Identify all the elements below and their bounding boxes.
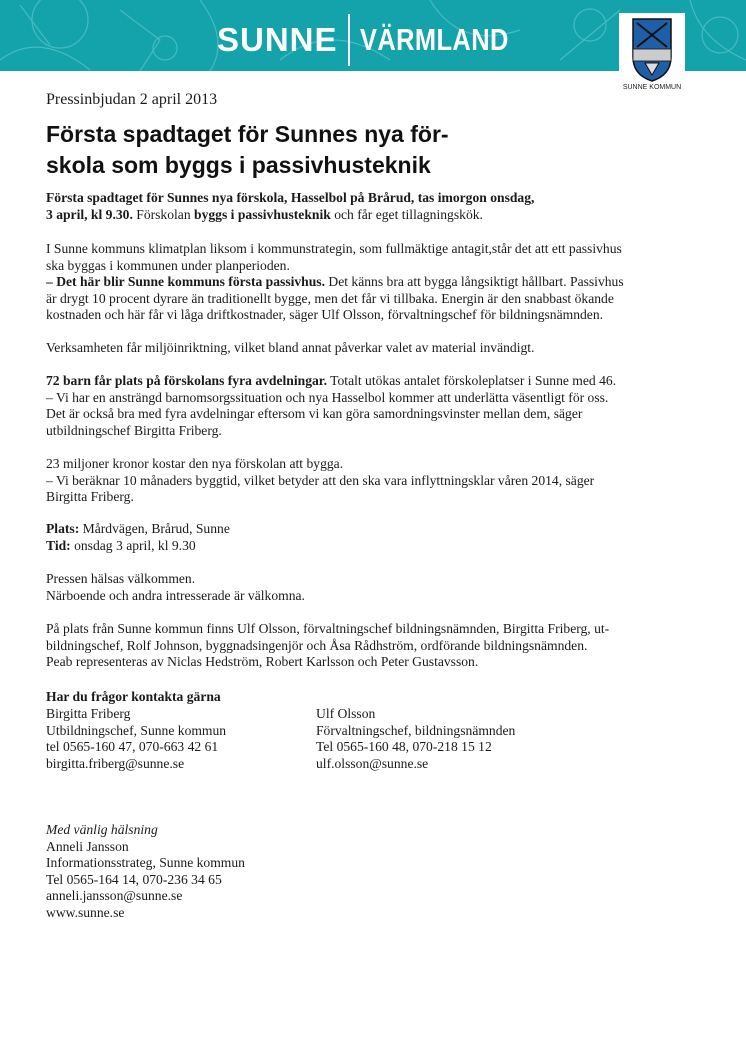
bold-text: Första spadtaget för Sunnes nya förskola, Hasselbol på Brårud, tas imorgon onsdag, — [46, 190, 535, 205]
text-segment: Förskolan — [132, 206, 195, 222]
contact-role: Utbildningschef, Sunne kommun — [46, 722, 227, 738]
bold-text: byggs i passivhusteknik — [194, 206, 331, 222]
signature — [46, 822, 245, 921]
signature-website[interactable]: www.sunne.se — [46, 904, 125, 920]
bold-text: Plats: — [46, 521, 80, 536]
contact-email[interactable]: birgitta.friberg@sunne.se — [46, 755, 185, 771]
paragraph — [46, 456, 594, 506]
bold-text: Tid: — [46, 537, 71, 553]
paragraph — [46, 340, 534, 357]
paragraph — [46, 521, 230, 554]
brand-sunne: SUNNE — [217, 21, 338, 58]
contact-name: Ulf Olsson — [316, 706, 376, 721]
title-line: skola som byggs i passivhusteknik — [46, 152, 431, 178]
text-line — [46, 538, 230, 555]
text-line — [46, 521, 230, 538]
contact-1 — [46, 706, 226, 772]
text-segment: ska byggas i kommunen under planperioden. — [46, 257, 290, 273]
text-line — [46, 406, 616, 423]
page-title — [46, 119, 449, 181]
paragraph — [46, 241, 624, 324]
text-line — [46, 489, 594, 506]
brand-varmland: VÄRMLAND — [359, 22, 509, 57]
text-segment: bildningschef, Rolf Johnson, byggnadsingenjör och Åsa Rådhström, ordförande bildningsnämnden. — [46, 637, 588, 653]
text-line — [46, 274, 624, 291]
text-segment: Det känns bra att bygga långsiktigt hållbart. Passivhus — [325, 274, 624, 289]
text-line — [46, 291, 624, 308]
text-line — [46, 190, 534, 207]
contact-phone: Tel 0565-160 48, 070-218 15 12 — [316, 739, 492, 754]
bold-text: – Det här blir Sunne kommuns första passivhus. — [46, 274, 325, 289]
bold-text: 72 barn får plats på förskolans fyra avdelningar. — [46, 373, 327, 388]
contact-2 — [316, 706, 515, 772]
crest-label: SUNNE KOMMUN — [622, 84, 682, 91]
brand-logo — [217, 14, 541, 66]
text-line — [46, 638, 609, 655]
contact-phone: tel 0565-160 47, 070-663 42 61 — [46, 739, 219, 754]
text-segment: Birgitta Friberg. — [46, 489, 134, 504]
text-segment: I Sunne kommuns klimatplan liksom i kommunstrategin, som fullmäktige antagit,står det att ett passivhus — [46, 241, 622, 256]
preheading: Pressinbjudan 2 april 2013 — [46, 91, 218, 108]
text-segment: Mårdvägen, Brårud, Sunne — [79, 521, 230, 536]
paragraph — [46, 373, 616, 439]
signature-email[interactable]: anneli.jansson@sunne.se — [46, 888, 183, 903]
text-segment: Närboende och andra intresserade är välkomna. — [46, 587, 305, 603]
text-segment: och får eget tillagningskök. — [330, 206, 483, 222]
bold-text: 3 april, kl 9.30. — [46, 206, 133, 222]
text-segment: – Vi beräknar 10 månaders byggtid, vilket betyder att den ska vara inflyttningsklar våren 2014, säger — [46, 472, 595, 488]
text-line — [46, 307, 624, 324]
text-line — [46, 423, 616, 440]
text-segment: 23 miljoner kronor kostar den nya förskolan att bygga. — [46, 456, 344, 471]
text-segment: kostnaden och här får vi låga driftkostnader, säger Ulf Olsson, förvaltningschef för bildningsnämnden. — [46, 307, 604, 322]
paragraph — [46, 190, 534, 223]
signature-role: Informationsstrateg, Sunne kommun — [46, 855, 245, 870]
text-segment: – Vi har en ansträngd barnomsorgssituation och nya Hasselbol kommer att underlätta väsentligt för oss. — [46, 389, 609, 405]
paragraph — [46, 689, 221, 706]
signature-name: Anneli Jansson — [46, 838, 129, 854]
text-segment: är drygt 10 procent dyrare än traditionellt bygge, men det får vi tillbaka. Energin är den snabbast ökande — [46, 290, 614, 306]
text-segment: På plats från Sunne kommun finns Ulf Olsson, förvaltningschef bildningsnämnden, Birgitta Friberg, ut- — [46, 621, 610, 636]
text-segment: Pressen hälsas välkommen. — [46, 571, 196, 586]
text-line — [46, 390, 616, 407]
text-segment: onsdag 3 april, kl 9.30 — [70, 537, 196, 553]
text-line — [46, 258, 624, 275]
text-line — [46, 473, 594, 490]
text-segment: utbildningschef Birgitta Friberg. — [46, 422, 222, 438]
bold-text: Har du frågor kontakta gärna — [46, 689, 221, 704]
contact-name: Birgitta Friberg — [46, 706, 131, 721]
text-segment: Verksamheten får miljöinriktning, vilket bland annat påverkar valet av material invändigt. — [46, 340, 535, 355]
text-segment: Totalt utökas antalet förskoleplatser i Sunne med 46. — [326, 373, 617, 388]
text-line — [46, 689, 221, 706]
text-line — [46, 621, 609, 638]
contact-role: Förvaltningschef, bildningsnämnden — [316, 722, 516, 738]
text-line — [46, 456, 594, 473]
title-line: Första spadtaget för Sunnes nya för- — [46, 121, 449, 147]
paragraph — [46, 621, 609, 671]
brand-divider — [348, 14, 350, 66]
text-segment: Peab representeras av Niclas Hedström, Robert Karlsson och Peter Gustavsson. — [46, 654, 479, 669]
text-line — [46, 571, 305, 588]
text-line — [46, 207, 534, 224]
text-segment: Det är också bra med fyra avdelningar eftersom vi kan göra samordningsvinster mellan dem, säger — [46, 406, 583, 421]
coat-of-arms — [619, 13, 685, 92]
text-line — [46, 588, 305, 605]
signature-greeting: Med vänlig hälsning — [46, 822, 158, 837]
signature-phone: Tel 0565-164 14, 070-236 34 65 — [46, 871, 222, 887]
paragraph — [46, 571, 305, 604]
contact-email[interactable]: ulf.olsson@sunne.se — [316, 755, 429, 771]
text-line — [46, 373, 616, 390]
text-line — [46, 340, 534, 357]
text-line — [46, 654, 609, 671]
text-line — [46, 241, 624, 258]
